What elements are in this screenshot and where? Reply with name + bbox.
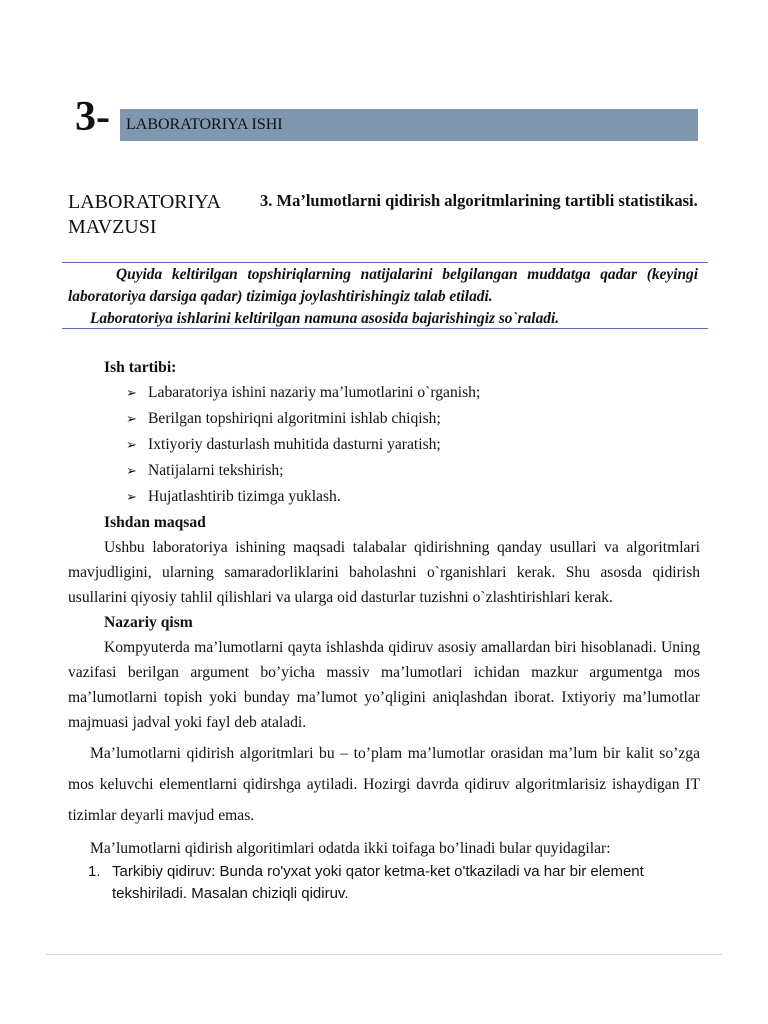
procedure-heading: Ish tartibi: [104,359,177,376]
lab-number: 3- [75,94,110,140]
list-item: ➢ Labaratoriya ishini nazariy ma’lumotlarini o`rganish; [126,380,700,406]
lab-title-text: LABORATORIYA ISHI [126,116,283,133]
instructions-bottom-divider [62,328,708,329]
arrow-bullet-icon: ➢ [126,386,137,401]
arrow-bullet-icon: ➢ [126,438,137,453]
instructions-block [68,264,698,330]
theory-paragraph-3: Ma’lumotlarni qidirish algoritimlari odatda ikki toifaga bo’linadi bular quyidagilar: [90,840,611,857]
theory-paragraph-2: Ma’lumotlarni qidirish algoritmlari bu – to’plam ma’lumotlar orasidan ma’lum bir kalit so’zga mos keluvchi elementlarni qidirshga aytiladi. Hozirgi davrda qidiruv algoritmlarisiz ishaydigan IT tizimlar deyarli mavjud emas. [68,745,700,824]
instructions-paragraph-1: Quyida keltirilgan topshiriqlarning natijalarini belgilangan muddatga qadar (keyingi laboratoriya darsiga qadar) tizimiga joylashtirishingiz talab etiladi. [68,266,698,305]
topic-title: 3. Ma’lumotlarni qidirish algoritmlarining tartibli statistikasi. [260,191,698,210]
goal-heading: Ishdan maqsad [104,514,206,531]
topic-label: LABORATORIYA MAVZUSI [68,191,220,238]
list-item: ➢ Ixtiyoriy dasturlash muhitida dasturni yaratish; [126,432,700,458]
list-item: 1. Tarkibiy qidiruv: Bunda ro'yxat yoki qator ketma-ket o'tkaziladi va har bir element tekshiriladi. Masalan chiziqli qidiruv. [88,863,644,902]
list-item: ➢ Natijalarni tekshirish; [126,458,700,484]
page-bottom-divider [46,954,722,955]
instructions-paragraph-2: Laboratoriya ishlarini keltirilgan namuna asosida bajarishingiz so`raladi. [90,310,560,327]
lab-title-bar [120,109,698,141]
procedure-list [68,380,700,510]
list-item: ➢ Hujatlashtirib tizimga yuklash. [126,484,700,510]
goal-paragraph: Ushbu laboratoriya ishining maqsadi talabalar qidirishning qanday usullari va algoritmlari mavjudligini, ularning samaradorliklarini baholashni o`rganishlari kerak. Shu asosda qidirish usullarini qiyosiy tahlil qilishlari va ularga oid dasturlar tuzishni o`zlashtirishlari kerak. [68,539,700,606]
search-types-list [68,861,700,905]
arrow-bullet-icon: ➢ [126,412,137,427]
theory-heading: Nazariy qism [104,614,193,631]
arrow-bullet-icon: ➢ [126,490,137,505]
theory-paragraph-1: Kompyuterda ma’lumotlarni qayta ishlashda qidiruv asosiy amallardan biri hisoblanadi. Uning vazifasi berilgan argument bo’yicha massiv ma’lumotlari ichidan mazkur argumentga mos ma’lumotlarni topish yoki bunday ma’lumot yo’qligini aniqlashdan iborat. Ixtiyoriy ma’lumotlar majmuasi jadval yoki fayl deb ataladi. [68,639,700,731]
document-body [68,355,700,905]
list-item: ➢ Berilgan topshiriqni algoritmini ishlab chiqish; [126,406,700,432]
instructions-top-divider [62,262,708,263]
arrow-bullet-icon: ➢ [126,464,137,479]
